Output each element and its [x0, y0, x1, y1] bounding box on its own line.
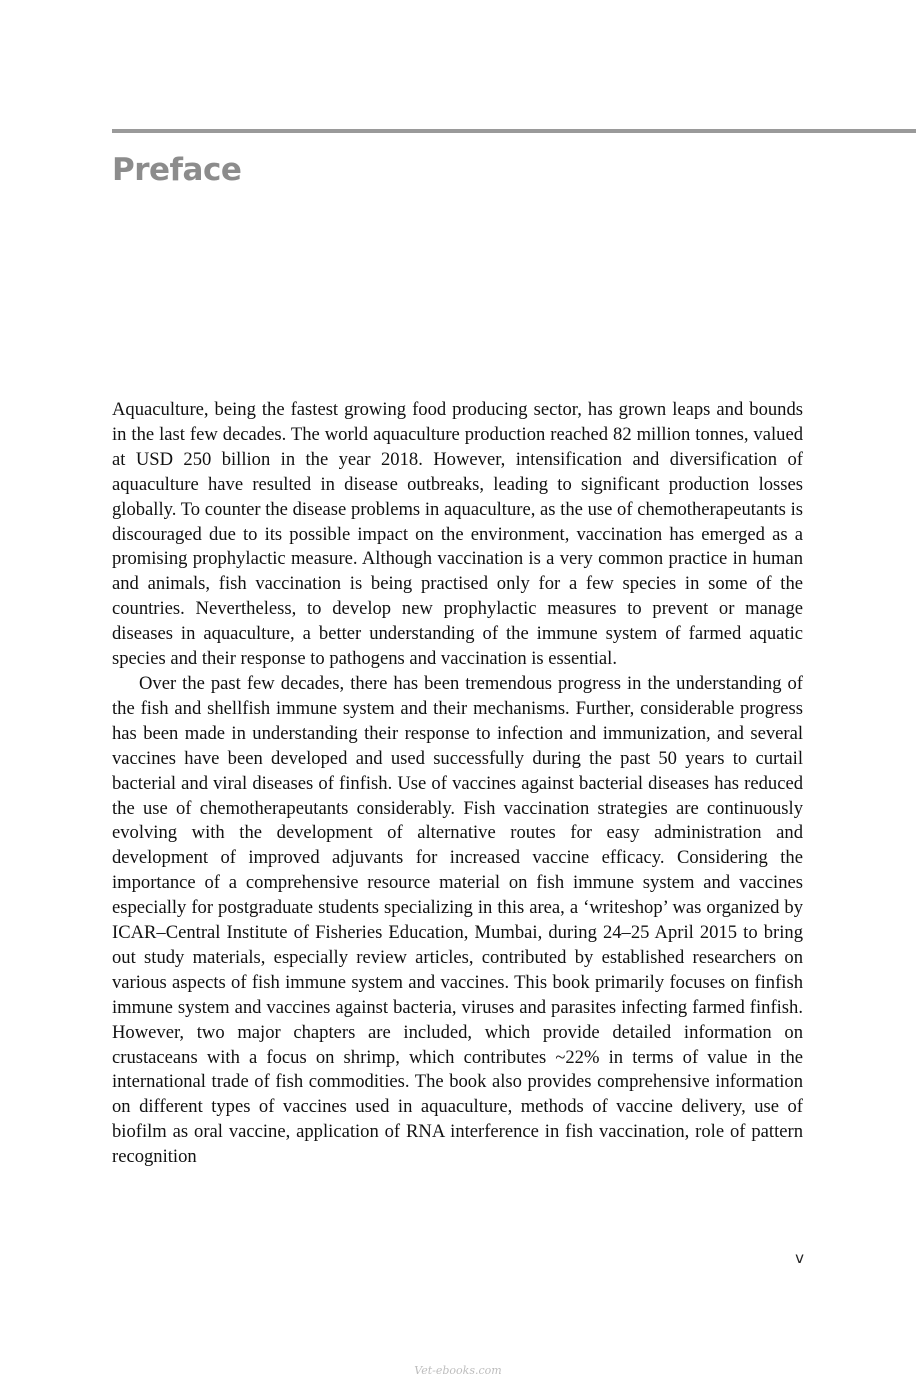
- paragraph-2: Over the past few decades, there has been tremendous progress in the understanding of the fish and shellfish immune system and their mechanisms. Further, considerable progress has been made in understanding their response to infection and immunization, and several vaccines have been developed and used successfully during the past 50 years to curtail bacterial and viral diseases of finfish. Use of vaccines against bacterial diseases has reduced the use of chemotherapeutants considerably. Fish vaccination strategies are continuously evolving with the development of alternative routes for easy administration and development of improved adjuvants for increased vaccine efficacy. Considering the importance of a comprehensive resource material on fish immune system and vaccines especially for postgraduate students specializing in this area, a ‘writeshop’ was organized by ICAR–Central Institute of Fisheries Education, Mumbai, during 24–25 April 2015 to bring out study materials, especially review articles, contributed by established researchers on various aspects of fish immune system and vaccines. This book primarily focuses on finfish immune system and vaccines against bacteria, viruses and parasites infecting farmed finfish. However, two major chapters are included, which provide detailed information on crustaceans with a focus on shrimp, which contributes ~22% in terms of value in the international trade of fish commodities. The book also provides comprehensive information on different types of vaccines used in aquaculture, methods of vaccine delivery, use of biofilm as oral vaccine, application of RNA interference in fish vaccination, role of pattern recognition: [112, 672, 803, 1168]
- body-text: [112, 398, 803, 1170]
- header-rule: [112, 129, 916, 133]
- page-number: v: [795, 1249, 804, 1267]
- paragraph-1: Aquaculture, being the fastest growing food producing sector, has grown leaps and bounds in the last few decades. The world aquaculture production reached 82 million tonnes, valued at USD 250 billion in the year 2018. However, intensification and diversification of aquaculture have resulted in disease outbreaks, leading to significant production losses globally. To counter the disease problems in aquaculture, as the use of chemotherapeutants is discouraged due to its possible impact on the environment, vaccination has emerged as a promising prophylactic measure. Although vaccination is a very common practice in human and animals, fish vaccination is being practised only for a few species in some of the countries. Nevertheless, to develop new prophylactic measures to prevent or manage diseases in aquaculture, a better understanding of the immune system of farmed aquatic species and their response to pathogens and vaccination is essential.: [112, 399, 803, 670]
- page-title: Preface: [112, 152, 242, 188]
- watermark-logo: Vet-ebooks.com: [414, 1364, 502, 1377]
